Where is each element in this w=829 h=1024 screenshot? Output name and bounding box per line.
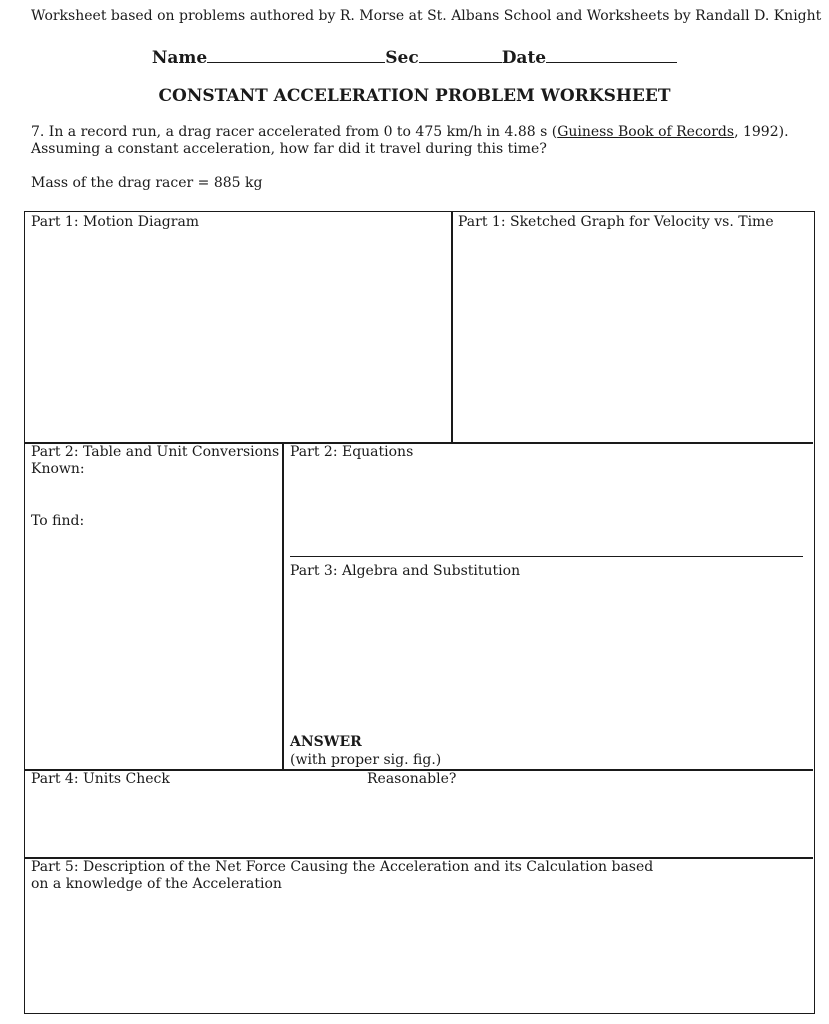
student-info-row bbox=[0, 45, 829, 68]
to-find-label: To find: bbox=[31, 513, 85, 529]
table-conversions-label: Part 2: Table and Unit Conversions bbox=[31, 444, 280, 460]
net-force-label-line1: Part 5: Description of the Net Force Causing the Acceleration and its Calculation based bbox=[31, 859, 654, 875]
problem-source: Guiness Book of Records bbox=[557, 124, 735, 140]
divider-part1-middle bbox=[451, 212, 453, 443]
worksheet-grid bbox=[24, 211, 815, 1014]
algebra-label: Part 3: Algebra and Substitution bbox=[290, 563, 521, 579]
divider-part2-middle bbox=[282, 442, 284, 770]
units-check-label: Part 4: Units Check bbox=[31, 771, 170, 787]
velocity-graph-label: Part 1: Sketched Graph for Velocity vs. Time bbox=[458, 214, 774, 230]
problem-line-2: Assuming a constant acceleration, how far did it travel during this time? bbox=[31, 141, 547, 157]
worksheet-title: CONSTANT ACCELERATION PROBLEM WORKSHEET bbox=[158, 86, 671, 106]
equations-label: Part 2: Equations bbox=[290, 444, 414, 460]
mass-given: Mass of the drag racer = 885 kg bbox=[31, 175, 263, 191]
equations-rule bbox=[290, 556, 803, 557]
motion-diagram-label: Part 1: Motion Diagram bbox=[31, 214, 200, 230]
answer-note: (with proper sig. fig.) bbox=[290, 752, 442, 768]
name-label: Name bbox=[151, 48, 208, 68]
problem-statement bbox=[31, 124, 789, 158]
name-blank[interactable] bbox=[207, 45, 385, 63]
answer-label: ANSWER bbox=[290, 734, 362, 750]
sec-label: Sec bbox=[385, 48, 419, 68]
sec-blank[interactable] bbox=[419, 45, 502, 63]
net-force-label-line2: on a knowledge of the Acceleration bbox=[31, 876, 282, 892]
date-label: Date bbox=[501, 48, 547, 68]
known-label: Known: bbox=[31, 461, 85, 477]
credit-line: Worksheet based on problems authored by R. Morse at St. Albans School and Worksheets by Randall D. Knight bbox=[31, 8, 822, 24]
problem-line-1: 7. In a record run, a drag racer accelerated from 0 to 475 km/h in 4.88 s (Guiness Book of Records, 1992). bbox=[31, 124, 789, 140]
reasonable-label: Reasonable? bbox=[367, 771, 457, 787]
date-blank[interactable] bbox=[546, 45, 677, 63]
